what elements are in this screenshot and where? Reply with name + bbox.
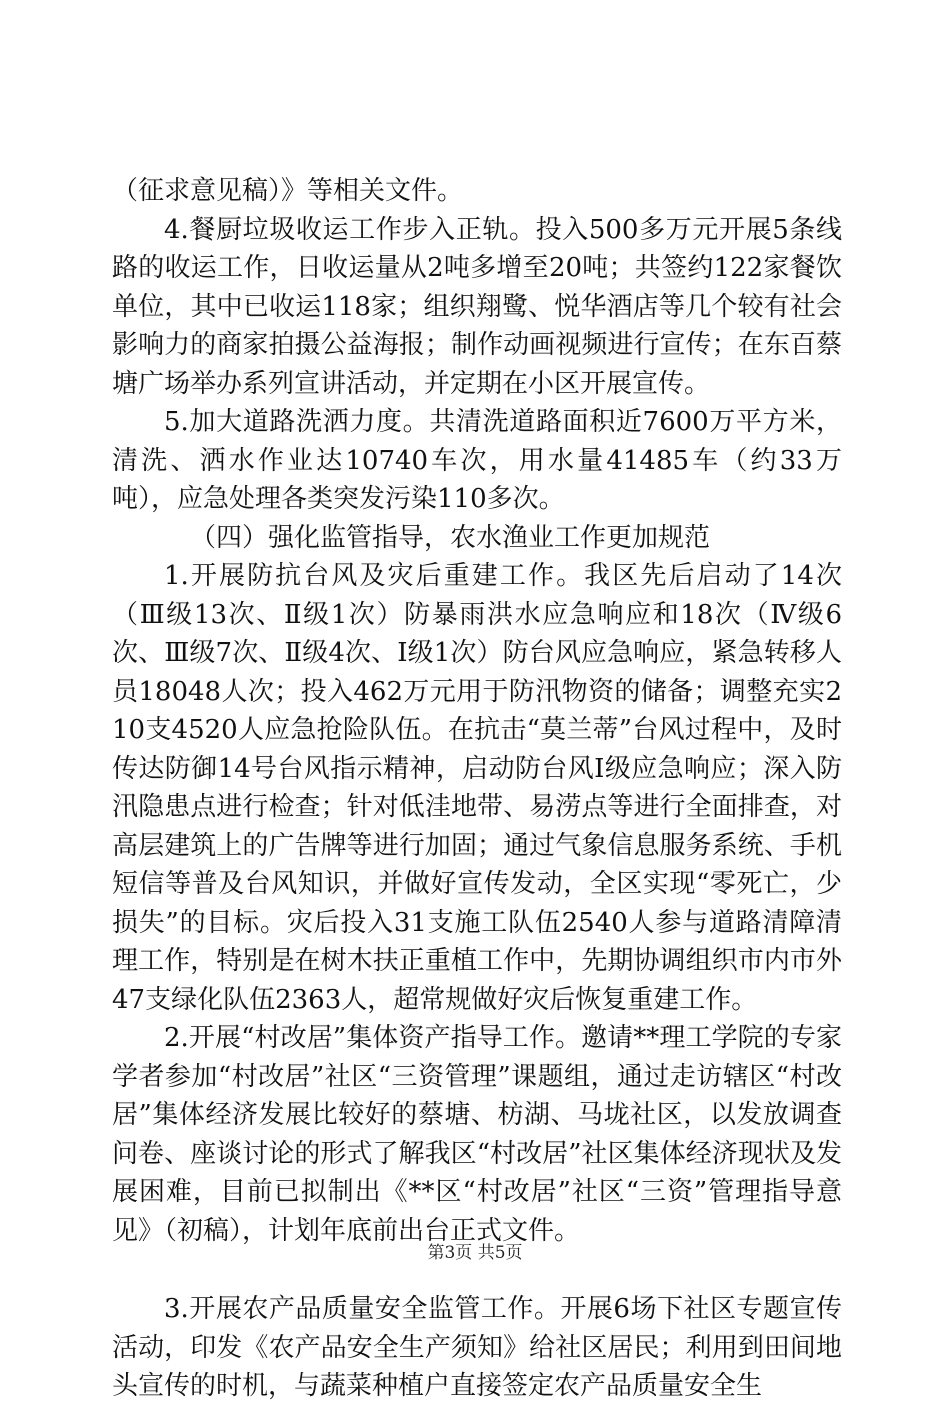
page-footer: 第3页 共5页 bbox=[427, 1243, 523, 1263]
paragraph-village-assets: 2.开展“村改居”集体资产指导工作。邀请**理工学院的专家学者参加“村改居”社区“三资管理”课题组，通过走访辖区“村改居”集体经济发展比较好的蔡塘、枋湖、马垅社区，以发放调查问卷、座谈讨论的形式了解我区“村改居”社区集体经济现状及发展困难，目前已拟制出《**区“村改居”社区“三资”管理指导意见》（初稿），计划年底前出台正式文件。 bbox=[112, 1023, 842, 1246]
paragraph-typhoon: 1.开展防抗台风及灾后重建工作。我区先后启动了14次（Ⅲ级13次、Ⅱ级1次）防暴雨洪水应急响应和18次（Ⅳ级6次、Ⅲ级7次、Ⅱ级4次、Ⅰ级1次）防台风应急响应，紧急转移人员18048人次；投入462万元用于防汛物资的储备；调整充实210支4520人应急抢险队伍。在抗击“莫兰蒂”台风过程中，及时传达防御14号台风指示精神，启动防台风Ⅰ级应急响应；深入防汛隐患点进行检查；针对低洼地带、易涝点等进行全面排查，对高层建筑上的广告牌等进行加固；通过气象信息服务系统、手机短信等普及台风知识，并做好宣传发动，全区实现“零死亡，少损失”的目标。灾后投入31支施工队伍2540人参与道路清障清理工作，特别是在树木扶正重植工作中，先期协调组织市内市外47支绿化队伍2363人，超常规做好灾后恢复重建工作。 bbox=[112, 561, 842, 1015]
paragraph-kitchen-waste: 4.餐厨垃圾收运工作步入正轨。投入500多万元开展5条线路的收运工作，日收运量从2吨多增至20吨；共签约122家餐饮单位，其中已收运118家；组织翔鹭、悦华酒店等几个较有社会影响力的商家拍摄公益海报；制作动画视频进行宣传；在东百蔡塘广场举办系列宣讲活动，并定期在小区开展宣传。 bbox=[112, 214, 842, 399]
paragraph-agri-quality: 3.开展农产品质量安全监管工作。开展6场下社区专题宣传活动，印发《农产品安全生产须知》给社区居民；利用到田间地头宣传的时机，与蔬菜种植户直接签定农产品质量安全生 bbox=[112, 1294, 842, 1401]
section-heading-four: （四）强化监管指导，农水渔业工作更加规范 bbox=[190, 522, 711, 553]
document-body bbox=[112, 172, 842, 1406]
paragraph-road-cleaning: 5.加大道路洗洒力度。共清洗道路面积近7600万平方米，清洗、洒水作业达10740车次，用水量41485车（约33万吨），应急处理各类突发污染110多次。 bbox=[112, 407, 842, 514]
paragraph-continuation: （征求意见稿）》等相关文件。 bbox=[112, 176, 464, 206]
